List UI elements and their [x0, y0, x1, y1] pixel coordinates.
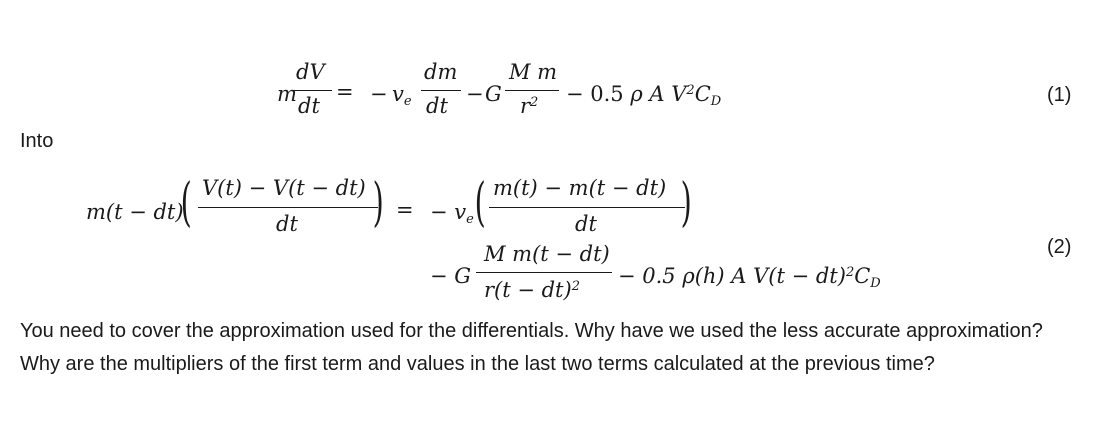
eq2-exhaust-velocity: − $v_e$ [430, 200, 474, 227]
eq1-drag-term: − 0.5 ρ A $V^2C_D$ [566, 82, 722, 109]
eq2-frac1-bar [198, 207, 378, 208]
eq1-term2-fraction-bar [421, 90, 461, 91]
eq1-lhs-denominator: dt [298, 94, 320, 118]
eq1-minus-1: − [370, 82, 388, 106]
eq2-close-paren-2: ) [680, 173, 692, 233]
eq1-term3-denominator: $r^2$ [520, 94, 539, 118]
eq1-equals: = [336, 80, 354, 104]
eq2-frac1-denominator: dt [276, 212, 298, 236]
eq1-term3-numerator: M m [509, 60, 558, 84]
eq2-frac1-numerator: V(t) − V(t − dt) [202, 176, 366, 200]
eq2-close-paren-1: ) [372, 173, 384, 233]
eq1-gravity-constant: G [485, 82, 502, 106]
eq2-frac2-denominator: dt [575, 212, 597, 236]
eq1-term3-fraction-bar [505, 90, 559, 91]
eq2-frac3-bar [476, 272, 612, 273]
eq1-term2-denominator: dt [426, 94, 448, 118]
question-paragraph: You need to cover the approximation used for the differentials. Why have we used the less accurate approximation? Why are the multipliers of the first term and values in the last two terms calculated at the previous time? [20, 320, 1043, 375]
eq2-open-paren-1: ( [180, 173, 192, 233]
eq1-lhs-fraction-bar [292, 90, 332, 91]
eq2-frac3-numerator: M m(t − dt) [484, 242, 610, 266]
eq1-minus-2: − [466, 82, 484, 106]
eq2-gravity-term: − G [430, 264, 472, 288]
eq1-mass: m [277, 82, 297, 106]
eq2-lhs-mass: m(t − dt) [86, 200, 184, 224]
into-label: Into [20, 130, 54, 152]
eq2-drag-term: − 0.5 ρ(h) A $V(t - dt)^2C_D$ [618, 264, 881, 291]
eq1-number: (1) [1047, 84, 1072, 106]
eq2-open-paren-2: ( [474, 173, 486, 233]
eq1-term2-numerator: dm [424, 60, 458, 84]
eq2-frac2-bar [489, 207, 685, 208]
eq2-equals: = [396, 198, 414, 222]
eq1-exhaust-velocity: $v_e$ [392, 82, 412, 109]
eq2-frac3-denominator: r(t − dt)$^2$ [484, 278, 580, 302]
eq2-frac2-numerator: m(t) − m(t − dt) [493, 176, 667, 200]
eq2-number: (2) [1047, 236, 1072, 258]
eq1-lhs-numerator: dV [296, 60, 325, 84]
